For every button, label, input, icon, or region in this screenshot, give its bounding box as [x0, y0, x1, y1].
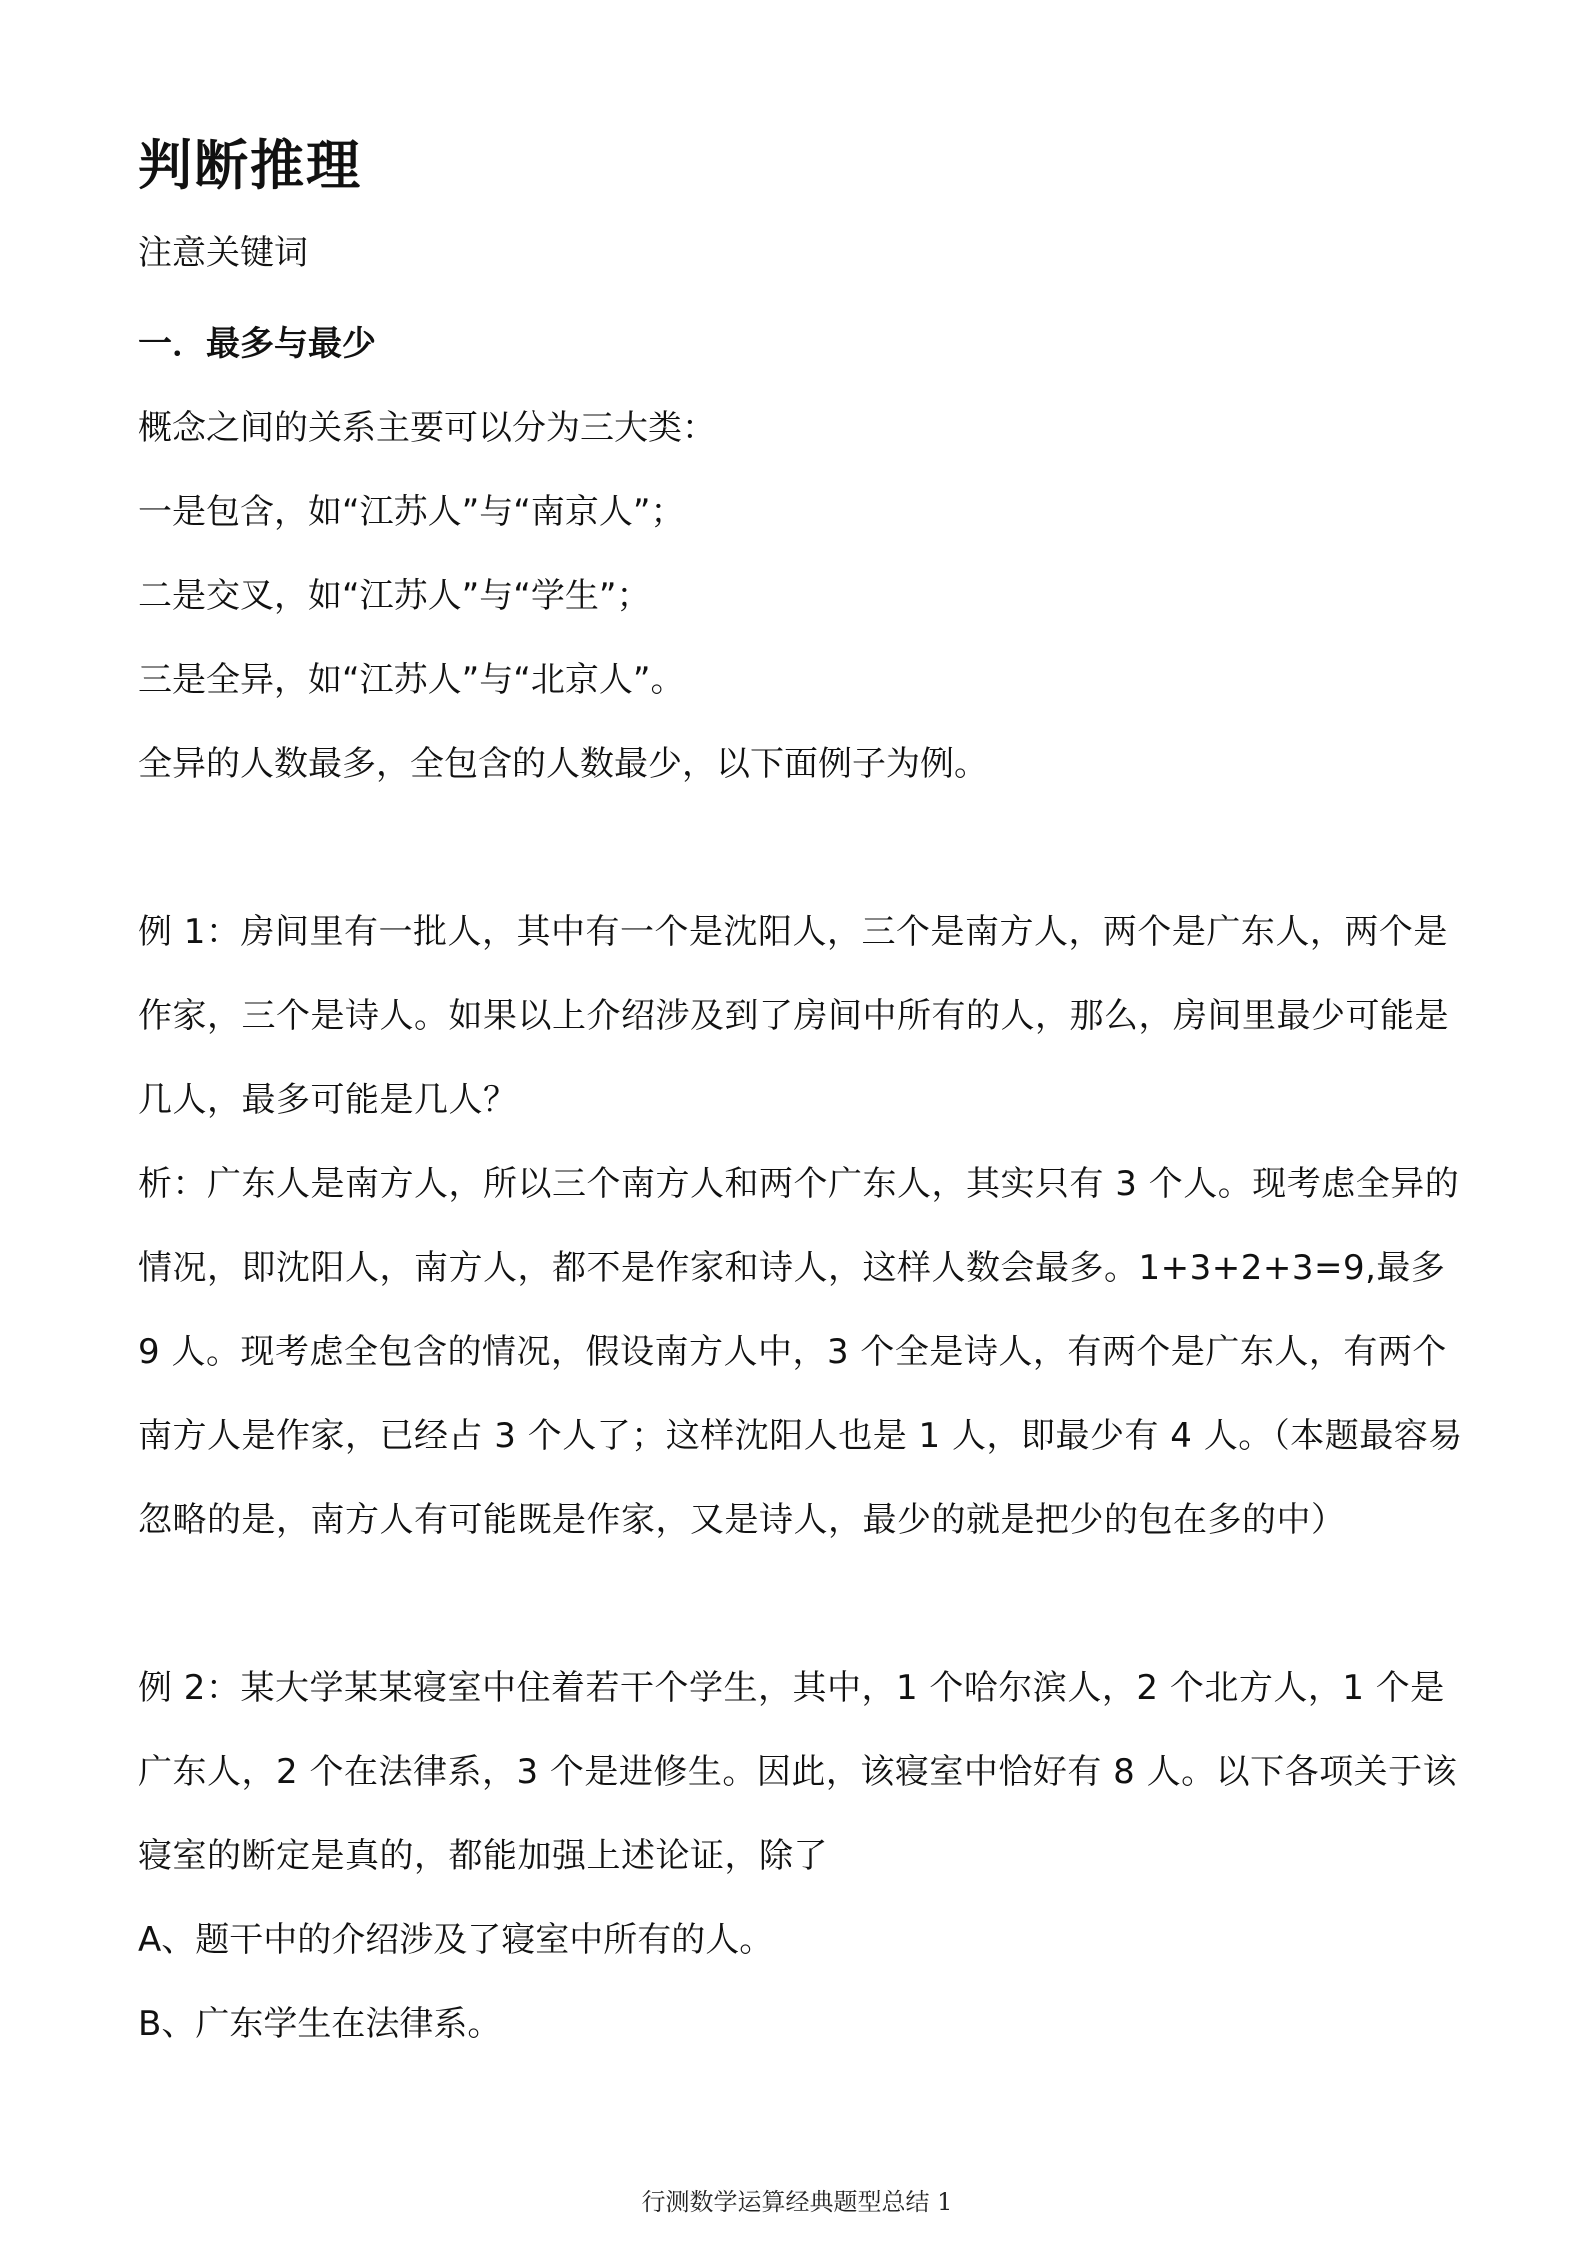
example-2-question: 例 2：某大学某某寝室中住着若干个学生，其中，1 个哈尔滨人，2 个北方人，1 个是广东人，2 个在法律系，3 个是进修生。因此，该寝室中恰好有 8 人。以下各项关于该寝室的断定是真的，都能加强上述论证，除了 — [138, 1668, 1458, 1876]
example-2-option-b: B、广东学生在法律系。 — [138, 2004, 502, 2044]
document-body — [138, 128, 1468, 2066]
document-title: 判断推理 — [138, 134, 362, 197]
page-footer: 行测数学运算经典题型总结 1 — [641, 2188, 953, 2216]
intro-line: 二是交叉，如“江苏人”与“学生”； — [138, 576, 651, 616]
paragraph-gap — [138, 806, 1468, 890]
example-1-question: 例 1：房间里有一批人，其中有一个是沈阳人，三个是南方人，两个是广东人，两个是作家，三个是诗人。如果以上介绍涉及到了房间中所有的人，那么，房间里最少可能是几人，最多可能是几人？ — [138, 912, 1449, 1120]
section-heading: 一．最多与最少 — [138, 324, 376, 364]
intro-line: 三是全异，如“江苏人”与“北京人”。 — [138, 660, 685, 700]
example-2-option-a: A、题干中的介绍涉及了寝室中所有的人。 — [138, 1920, 774, 1960]
keyword-note: 注意关键词 — [138, 233, 308, 273]
paragraph-gap — [138, 1562, 1468, 1646]
example-1-analysis: 析：广东人是南方人，所以三个南方人和两个广东人，其实只有 3 个人。现考虑全异的情况，即沈阳人，南方人，都不是作家和诗人，这样人数会最多。1+3+2+3=9,最多 9 人。现考虑全包含的情况，假设南方人中，3 个全是诗人，有两个是广东人，有两个南方人是作家，已经占 3 个人了；这样沈阳人也是 1 人，即最少有 4 人。（本题最容易忽略的是，南方人有可能既是作家，又是诗人，最少的就是把少的包在多的中） — [138, 1164, 1463, 1540]
intro-line: 一是包含，如“江苏人”与“南京人”； — [138, 492, 685, 532]
intro-line: 概念之间的关系主要可以分为三大类： — [138, 408, 716, 448]
intro-line: 全异的人数最多，全包含的人数最少，以下面例子为例。 — [138, 744, 988, 784]
